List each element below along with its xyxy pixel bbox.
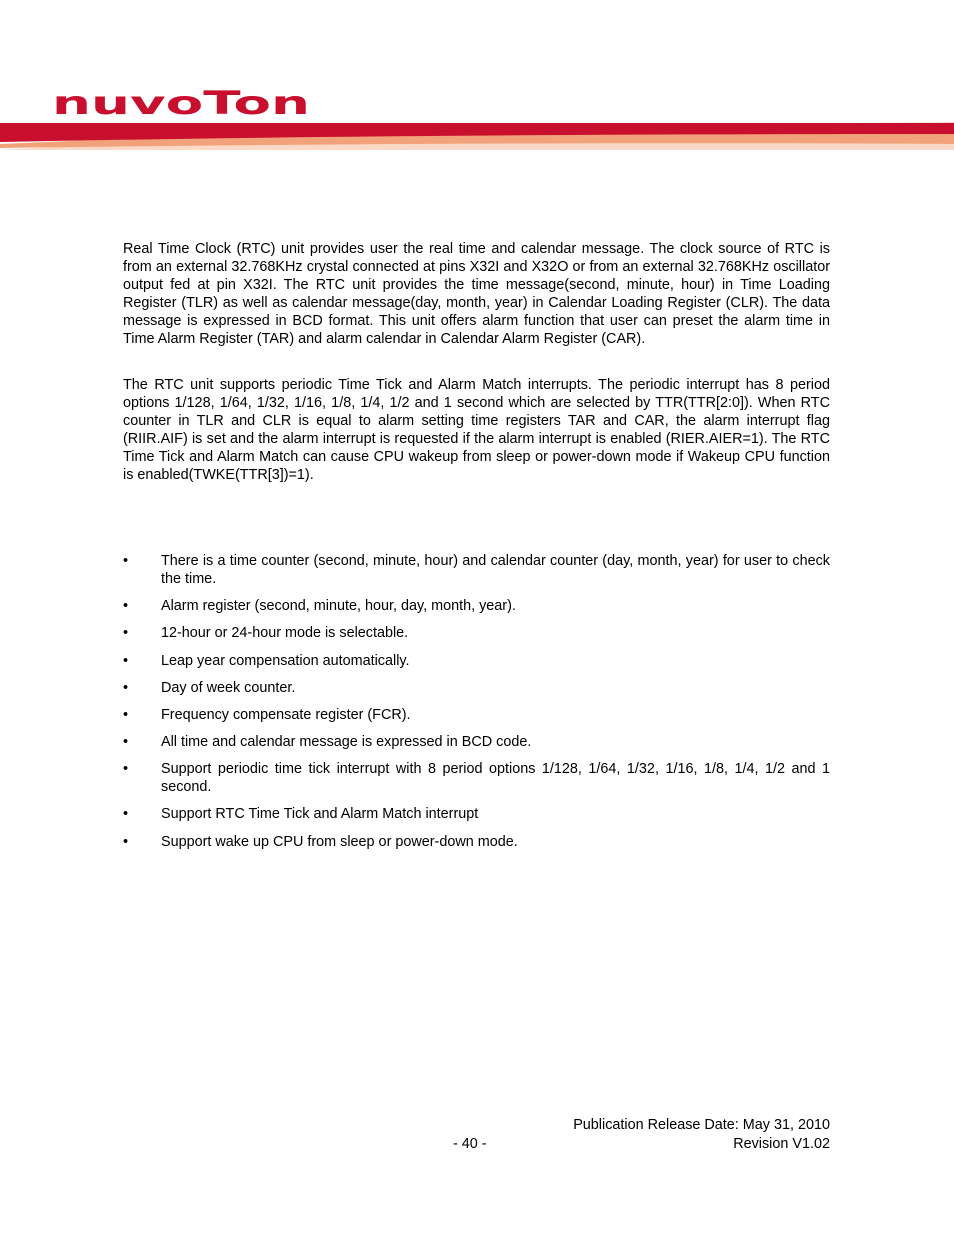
feature-text: 12-hour or 24-hour mode is selectable.: [161, 625, 409, 642]
feature-text: Day of week counter.: [161, 679, 296, 696]
feature-text: Support periodic time tick interrupt with 8 period options 1/128, 1/64, 1/32, 1/16, 1/8, 1/4, 1/2 and 1 second.: [161, 761, 830, 796]
bullet: •: [123, 833, 129, 850]
bullet: •: [123, 679, 129, 696]
feature-text: All time and calendar message is expressed in BCD code.: [161, 734, 532, 751]
list-item: [123, 734, 830, 752]
feature-list: [123, 553, 830, 861]
bullet: •: [123, 806, 129, 823]
list-item: [123, 553, 830, 589]
list-item: [123, 707, 830, 725]
logo-text: nuvoTon: [52, 88, 310, 118]
header-band: [0, 118, 954, 150]
nuvoton-logo: [52, 88, 310, 118]
bullet: •: [123, 553, 129, 569]
feature-text: Support RTC Time Tick and Alarm Match interrupt: [161, 806, 479, 823]
list-item: [123, 653, 830, 671]
revision: Revision V1.02: [733, 1136, 830, 1152]
bullet: •: [123, 652, 129, 669]
list-item: [123, 806, 830, 824]
overview-paragraph: The RTC unit supports periodic Time Tick and Alarm Match interrupts. The periodic interrupt has 8 period options 1/128, 1/64, 1/32, 1/16, 1/8, 1/4, 1/2 and 1 second which are selected by TTR(TTR[2:0]). When RTC counter in TLR and CLR is equal to alarm setting time registers TAR and CAR, the alarm interrupt flag (RIIR.AIF) is set and the alarm interrupt is requested if the alarm interrupt is enabled (RIER.AIER=1). The RTC Time Tick and Alarm Match can cause CPU wakeup from sleep or power-down mode if Wakeup CPU function is enabled(TWKE(TTR[3])=1).: [123, 377, 830, 483]
overview-paragraph: Real Time Clock (RTC) unit provides user the real time and calendar message. The clock source of RTC is from an external 32.768KHz crystal connected at pins X32I and X32O or from an external 32.768KHz oscillator output fed at pin X32I. The RTC unit provides the time message(second, minute, hour) in Time Loading Register (TLR) as well as calendar message(day, month, year) in Calendar Loading Register (CLR). The data message is expressed in BCD format. This unit offers alarm function that user can preset the alarm time in Time Alarm Register (TAR) and alarm calendar in Calendar Alarm Register (CAR).: [123, 241, 830, 347]
list-item: [123, 598, 830, 616]
bullet: •: [123, 625, 129, 642]
feature-text: Frequency compensate register (FCR).: [161, 706, 411, 723]
bullet: •: [123, 598, 129, 615]
list-item: [123, 761, 830, 797]
publication-release-date: Publication Release Date: May 31, 2010: [573, 1117, 830, 1133]
list-item: [123, 625, 830, 643]
bullet: •: [123, 734, 129, 751]
feature-text: Support wake up CPU from sleep or power-down mode.: [161, 833, 518, 850]
bullet: •: [123, 761, 129, 778]
list-item: [123, 680, 830, 698]
page-number: - 40 -: [453, 1136, 487, 1152]
bullet: •: [123, 706, 129, 723]
list-item: [123, 834, 830, 852]
feature-text: Leap year compensation automatically.: [161, 652, 410, 669]
feature-text: There is a time counter (second, minute, hour) and calendar counter (day, month, year) for user to check the time.: [161, 553, 830, 587]
feature-text: Alarm register (second, minute, hour, day, month, year).: [161, 598, 516, 615]
